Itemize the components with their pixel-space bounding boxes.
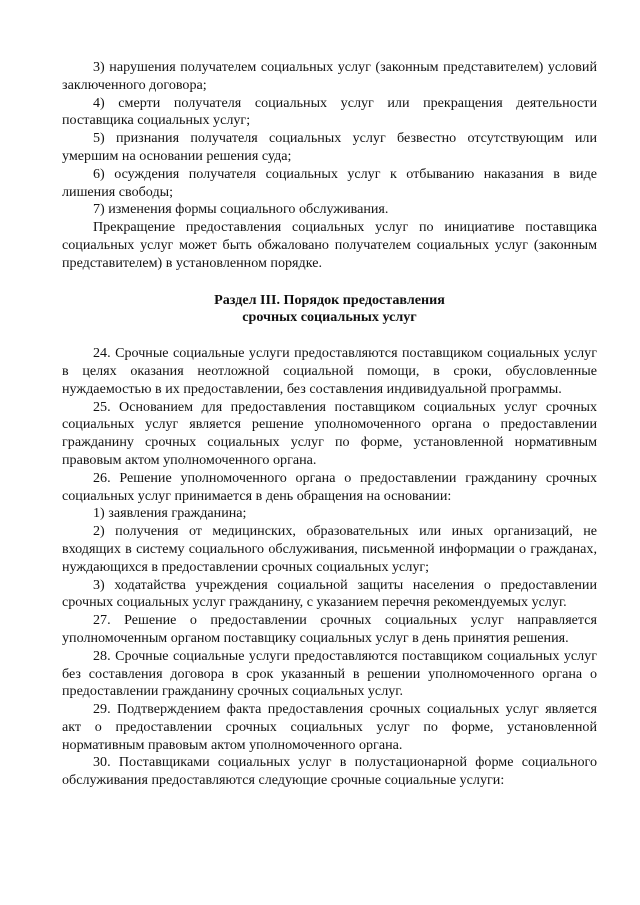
section-title-line-1: Раздел III. Порядок предоставления: [214, 291, 445, 308]
paragraph-26: 26. Решение уполномоченного органа о предоставлении гражданину срочных социальных услуг принимается в день обращения на основании:: [62, 469, 597, 504]
paragraph-29: 29. Подтверждением факта предоставления срочных социальных услуг является акт о предоставлении срочных социальных услуг по форме, установленной нормативным правовым актом уполномоченного органа.: [62, 701, 597, 753]
paragraph-24: 24. Срочные социальные услуги предоставляются поставщиком социальных услуг в целях оказания неотложной социальной помощи, в сроки, обусловленные нуждаемостью в их предоставлении, без составления индивидуальной программы.: [62, 345, 597, 397]
paragraph-item-5: 5) признания получателя социальных услуг безвестно отсутствующим или умершим на основании решения суда;: [62, 130, 597, 164]
paragraph-26-item-3: 3) ходатайства учреждения социальной защиты населения о предоставлении срочных социальных услуг гражданину, с указанием перечня рекомендуемых услуг.: [62, 576, 597, 611]
paragraph-appeal: Прекращение предоставления социальных услуг по инициативе поставщика социальных услуг может быть обжаловано получателем социальных услуг (законным представителем) в установленном порядке.: [62, 219, 597, 271]
paragraph-item-4: 4) смерти получателя социальных услуг или прекращения деятельности поставщика социальных услуг;: [62, 94, 597, 129]
spacer: [62, 273, 597, 292]
paragraph-26-item-1: 1) заявления гражданина;: [93, 505, 247, 522]
spacer: [62, 327, 597, 345]
paragraph-item-6: 6) осуждения получателя социальных услуг к отбыванию наказания в виде лишения свободы;: [62, 165, 597, 200]
paragraph-30: 30. Поставщиками социальных услуг в полустационарной форме социального обслуживания предоставляются следующие срочные социальные услуги:: [62, 754, 597, 789]
paragraph-25: 25. Основанием для предоставления поставщиком социальных услуг срочных социальных услуг является решение уполномоченного органа о предоставлении гражданину срочных социальных услуг по форме, установленной нормативным правовым актом уполномоченного органа.: [62, 398, 597, 468]
document-body: [62, 59, 597, 790]
paragraph-27: 27. Решение о предоставлении срочных социальных услуг направляется уполномоченным органом поставщику социальных услуг в день принятия решения.: [62, 612, 597, 646]
paragraph-item-7: 7) изменения формы социального обслуживания.: [93, 201, 389, 218]
paragraph-item-3: 3) нарушения получателем социальных услуг (законным представителем) условий заключенного договора;: [62, 59, 597, 93]
paragraph-28: 28. Срочные социальные услуги предоставляются поставщиком социальных услуг без составления договора в срок указанный в решении уполномоченного органа о предоставлении гражданину срочных социальных услуг.: [62, 647, 597, 700]
section-title-line-2: срочных социальных услуг: [242, 309, 417, 326]
paragraph-26-item-2: 2) получения от медицинских, образовательных или иных организаций, не входящих в систему социального обслуживания, письменной информации о гражданах, нуждающихся в предоставлении срочных социальных услуг;: [62, 523, 597, 575]
